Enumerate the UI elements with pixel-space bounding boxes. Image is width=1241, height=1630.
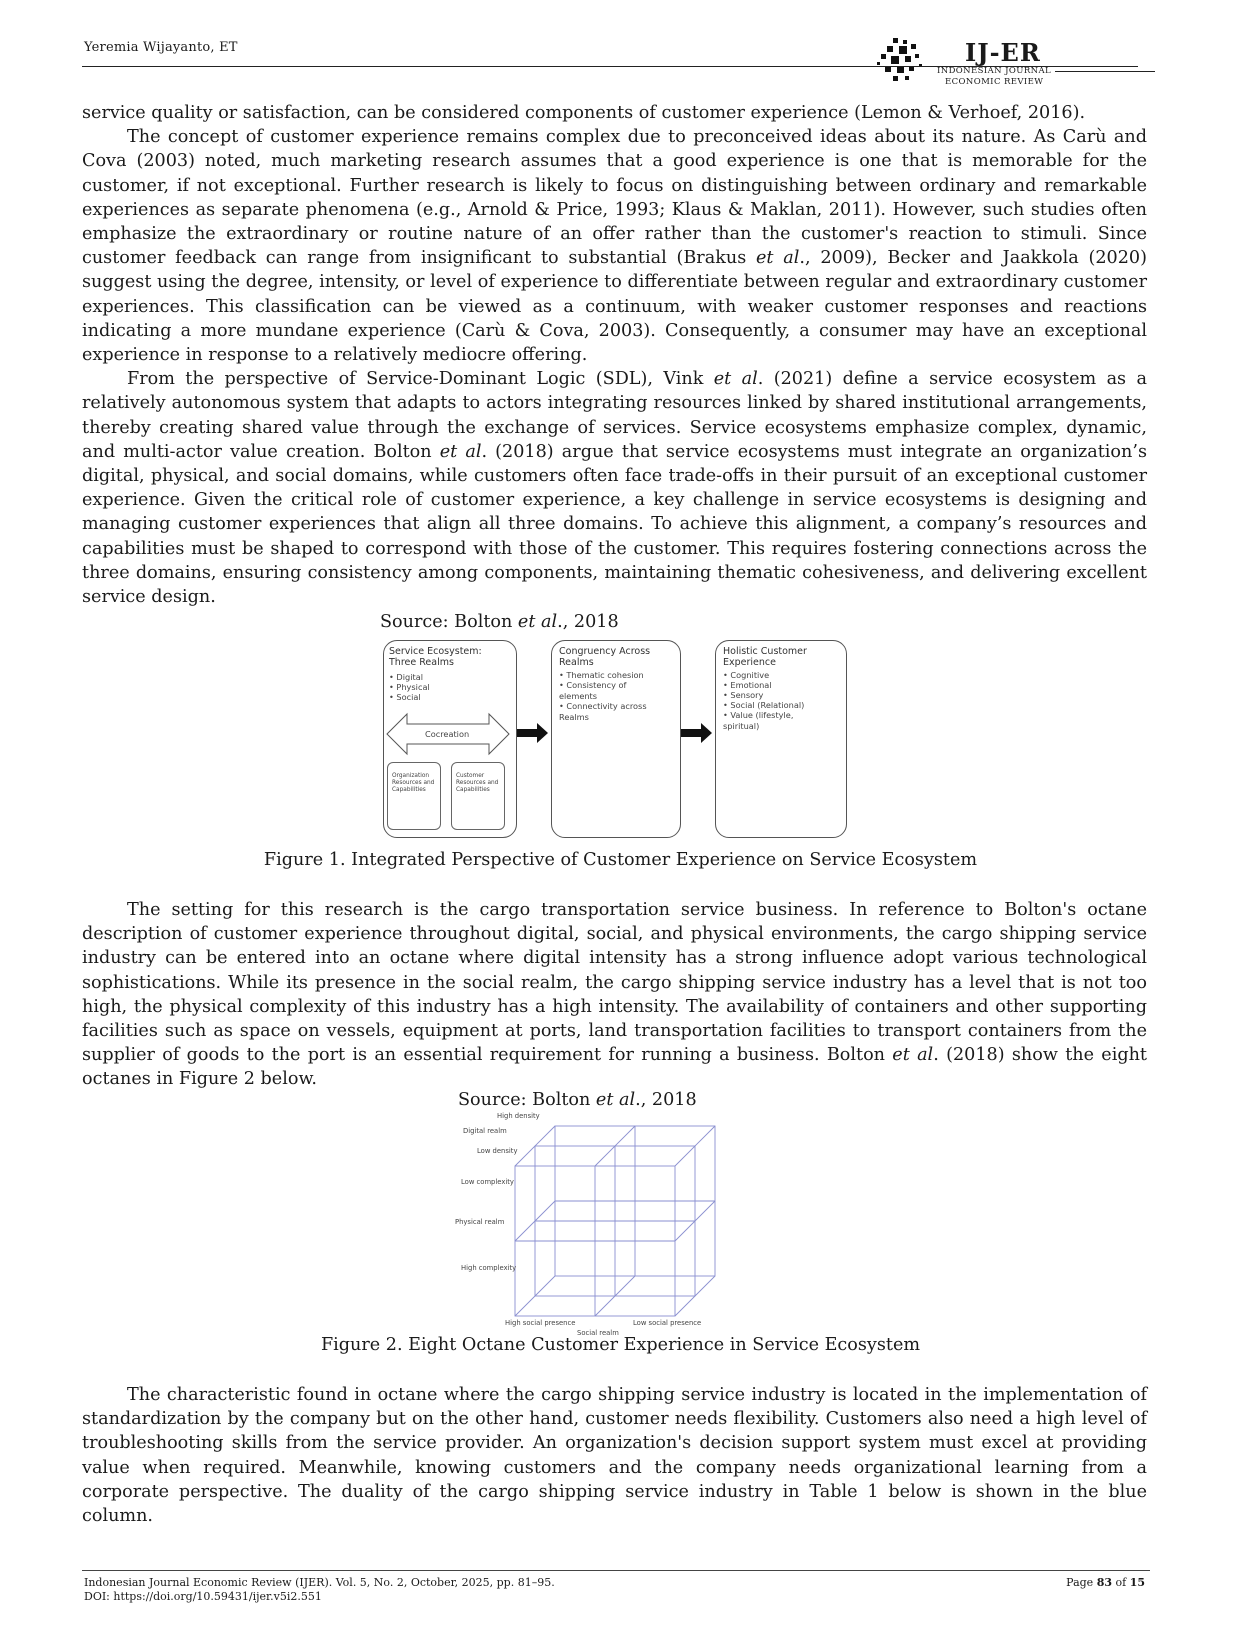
panel-2-bullet-3: • Connectivity across Realms (559, 701, 647, 722)
paragraph-2-etal: et al (756, 248, 800, 269)
panel-2-bullet-1: • Thematic cohesion (559, 670, 644, 680)
logo-title: IJ-ER (965, 38, 1041, 67)
panel-1-bullet-social: • Social (389, 692, 421, 702)
figure-1-source (380, 612, 619, 632)
arrow-right-icon (681, 722, 713, 744)
journal-logo (875, 36, 1145, 87)
logo-rule (1055, 71, 1155, 72)
paragraph-3-etal-2: et al (439, 441, 482, 462)
label-low-complexity: Low complexity (461, 1178, 514, 1186)
paragraph-5: The characteristic found in octane where the cargo shipping service industry is located in the implementation of standardization by the company but on the other hand, customer needs flexibility. Customers also need a high level of troubleshooting skills from the service provider. An organization's decision support system must excel at providing value when required. Meanwhile, knowing customers and the company needs organizational learning from a corporate perspective. The duality of the cargo shipping service industry in Table 1 below is shown in the blue column. (82, 1385, 1147, 1527)
paragraph-4-text-a: The setting for this research is the cargo transportation service business. In reference to Bolton's octane description of customer experience throughout digital, social, and physical environments, the cargo shipping service industry can be entered into an octane where digital intensity has a strong influence adopt various technological sophistications. While its presence in the social realm, the cargo shipping service industry has a level that is not too high, the physical complexity of this industry has a high intensity. The availability of containers and other supporting facilities such as space on vessels, equipment at ports, land transportation facilities to transport containers from the supplier of goods to the port is an essential requirement for running a business. Bolton (82, 900, 1147, 1066)
footer-doi[interactable]: DOI: https://doi.org/10.59431/ijer.v5i2.551 (84, 1590, 322, 1603)
label-digital-realm: Digital realm (463, 1127, 507, 1135)
panel-1-bullet-physical: • Physical (389, 682, 430, 692)
label-physical-realm: Physical realm (455, 1218, 505, 1226)
figure-1-caption: Figure 1. Integrated Perspective of Customer Experience on Service Ecosystem (263, 850, 978, 870)
logo-subtitle-2: ECONOMIC REVIEW (945, 77, 1044, 87)
figure-1-source-suffix: ., 2018 (557, 612, 619, 632)
logo-mark-icon (875, 36, 927, 84)
figure-2-source-etal: et al (595, 1090, 636, 1110)
paragraph-2 (82, 125, 1147, 367)
paragraph-4 (82, 898, 1147, 1092)
paragraph-4-text-b: . (2018) show the eight octanes in Figure 2 below. (82, 1045, 1147, 1090)
figure-1-source-etal: et al (517, 612, 558, 632)
body-section-2 (82, 898, 1147, 1092)
panel-1-bullet-digital: • Digital (389, 672, 423, 682)
figure-1-diagram (383, 640, 853, 840)
paragraph-3-text-c: . (2018) argue that service ecosystems must integrate an organization’s digital, physical, and social domains, while customers often face trade-offs in their pursuit of an exceptional customer experience. Given the critical role of customer experience, a key challenge in service ecosystems is designing and managing customer experiences that align all three domains. To achieve this alignment, a company’s resources and capabilities must be shaped to correspond with those of the customer. This requires fostering connections across the three domains, ensuring consistency among components, maintaining thematic cohesiveness, and delivering excellent service design. (82, 441, 1147, 608)
logo-subtitle-1: INDONESIAN JOURNAL (937, 66, 1052, 76)
figure-2-caption: Figure 2. Eight Octane Customer Experience in Service Ecosystem (320, 1335, 921, 1355)
paragraph-1: service quality or satisfaction, can be considered components of customer experience (Lemon & Verhoef, 2016). (82, 103, 1086, 123)
figure-2-cube-diagram (455, 1112, 755, 1337)
label-high-density: High density (497, 1112, 540, 1120)
paragraph-3-text-a: From the perspective of Service-Dominant Logic (SDL), Vink (127, 369, 714, 390)
footer-page-number (1066, 1576, 1145, 1589)
label-high-complexity: High complexity (461, 1264, 517, 1272)
arrow-right-icon (517, 722, 549, 744)
page-total: 15 (1129, 1576, 1145, 1589)
label-social-realm: Social realm (577, 1329, 619, 1337)
figure-2-source-suffix: ., 2018 (635, 1090, 697, 1110)
box-organization-resources: Organization Resources and Capabilities (387, 762, 441, 830)
paragraph-4-etal: et al (892, 1045, 934, 1066)
figure-2-source (458, 1090, 697, 1110)
label-low-social-presence: Low social presence (633, 1319, 702, 1327)
header-rule (82, 66, 1138, 67)
panel-2-title: Congruency Across Realms (559, 646, 651, 668)
footer-rule (82, 1570, 1150, 1571)
figure-2-source-prefix: Source: Bolton (458, 1090, 596, 1110)
panel-1-title: Service Ecosystem: Three Realms (389, 646, 482, 668)
panel-3-bullet-sensory: • Sensory (723, 690, 764, 700)
paragraph-2-text-b: ., 2009), Becker and Jaakkola (2020) suggest using the degree, intensity, or level of experience to differentiate between regular and extraordinary customer experiences. This classification can be viewed as a continuum, with weaker customer responses and reactions indicating a more mundane experience (Carù & Cova, 2003). Consequently, a consumer may have an exceptional experience in response to a relatively mediocre offering. (82, 248, 1147, 366)
footer-citation (84, 1576, 555, 1604)
panel-3-title: Holistic Customer Experience (723, 646, 807, 668)
label-low-density: Low density (477, 1147, 518, 1155)
page-mid: of (1112, 1576, 1130, 1589)
body-section-3 (82, 1383, 1147, 1528)
body-section-1 (82, 101, 1147, 609)
panel-3-bullet-emotional: • Emotional (723, 680, 772, 690)
page-prefix: Page (1066, 1576, 1097, 1589)
footer-journal: Indonesian Journal Economic Review (IJER). Vol. 5, No. 2, October, 2025, pp. 81–95. (84, 1576, 555, 1589)
running-header-author: Yeremia Wijayanto, ET (84, 40, 238, 55)
cocreation-label: Cocreation (425, 729, 470, 739)
panel-3-bullet-cognitive: • Cognitive (723, 670, 770, 680)
paragraph-3-text-b: . (2021) define a service ecosystem as a relatively autonomous system that adapts to actors integrating resources linked by shared institutional arrangements, thereby creating shared value through the exchange of services. Service ecosystems emphasize complex, dynamic, and multi-actor value creation. Bolton (82, 369, 1147, 462)
panel-2-bullet-2: • Consistency of elements (559, 680, 627, 701)
paragraph-3 (82, 367, 1147, 609)
figure-1-source-prefix: Source: Bolton (380, 612, 518, 632)
paragraph-3-etal-1: et al (713, 369, 758, 390)
paragraph-2-text-a: The concept of customer experience remains complex due to preconceived ideas about its nature. As Carù and Cova (2003) noted, much marketing research assumes that a good experience is one that is memorable for the customer, if not exceptional. Further research is likely to focus on distinguishing between ordinary and remarkable experiences as separate phenomena (e.g., Arnold & Price, 1993; Klaus & Maklan, 2011). However, such studies often emphasize the extraordinary or routine nature of an offer rather than the customer's reaction to stimuli. Since customer feedback can range from insignificant to substantial (Brakus (82, 127, 1147, 269)
panel-3-bullet-value: • Value (lifestyle, spiritual) (723, 710, 794, 731)
panel-3-bullet-social: • Social (Relational) (723, 700, 805, 710)
label-high-social-presence: High social presence (505, 1319, 576, 1327)
box-customer-resources: Customer Resources and Capabilities (451, 762, 505, 830)
page-current: 83 (1096, 1576, 1112, 1589)
